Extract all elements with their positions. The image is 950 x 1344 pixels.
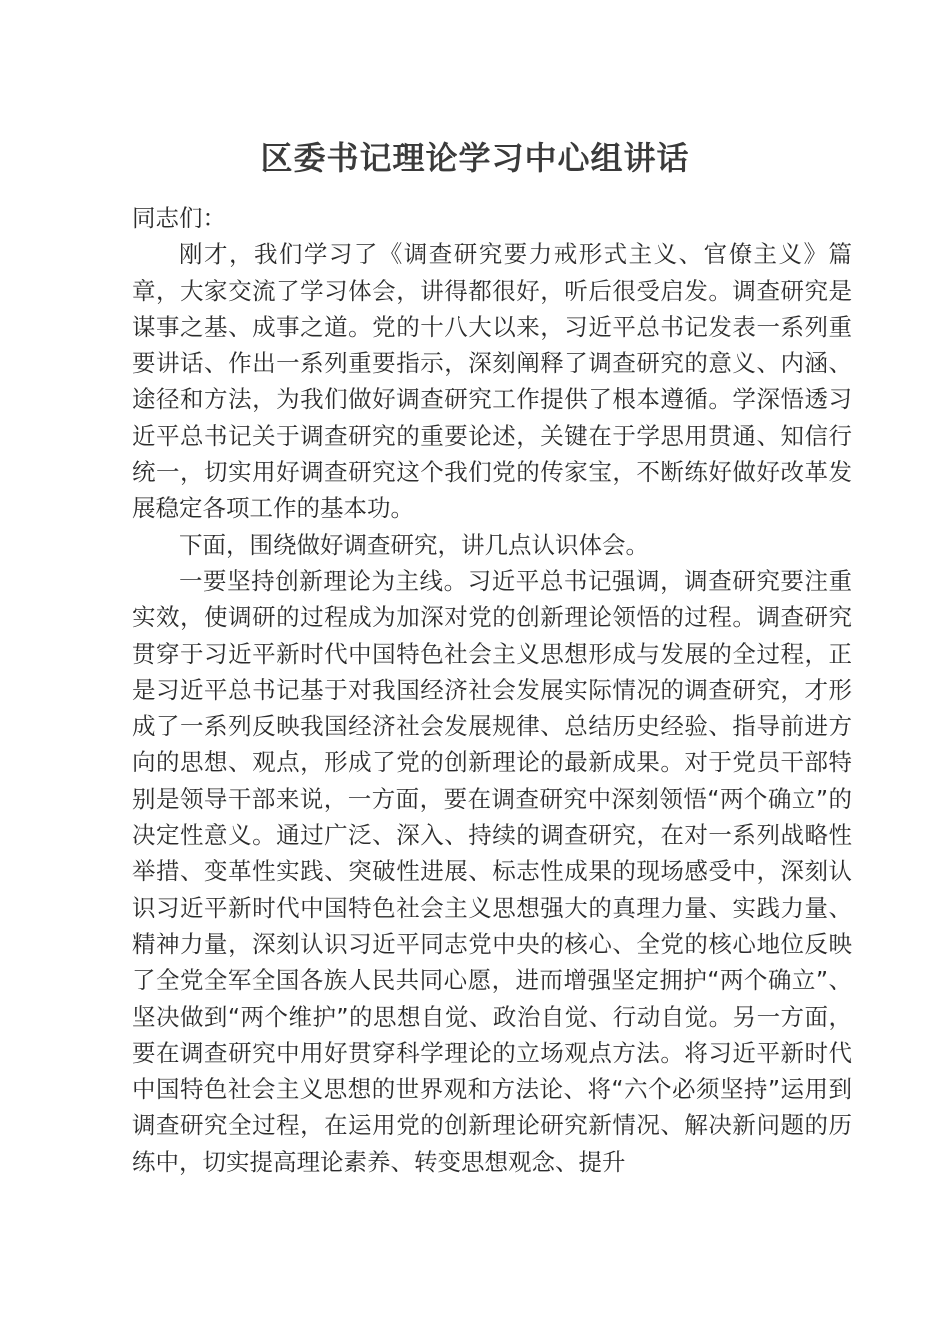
document-title: 区委书记理论学习中心组讲话 [260,139,690,177]
salutation: 同志们： [132,204,226,232]
document-body [132,200,852,1180]
paragraph-3: 一要坚持创新理论为主线。习近平总书记强调，调查研究要注重实效，使调研的过程成为加深对党的创新理论领悟的过程。调查研究贯穿于习近平新时代中国特色社会主义思想形成与发展的全过程，正是习近平总书记基于对我国经济社会发展实际情况的调查研究，才形成了一系列反映我国经济社会发展规律、总结历史经验、指导前进方向的思想、观点，形成了党的创新理论的最新成果。对于党员干部特别是领导干部来说，一方面，要在调查研究中深刻领悟“两个确立”的决定性意义。通过广泛、深入、持续的调查研究，在对一系列战略性举措、变革性实践、突破性进展、标志性成果的现场感受中，深刻认识习近平新时代中国特色社会主义思想强大的真理力量、实践力量、精神力量，深刻认识习近平同志党中央的核心、全党的核心地位反映了全党全军全国各族人民共同心愿，进而增强坚定拥护“两个确立”、坚决做到“两个维护”的思想自觉、政治自觉、行动自觉。另一方面，要在调查研究中用好贯穿科学理论的立场观点方法。将习近平新时代中国特色社会主义思想的世界观和方法论、将“六个必须坚持”运用到调查研究全过程，在运用党的创新理论研究新情况、解决新问题的历练中，切实提高理论素养、转变思想观念、提升 [132,566,852,1176]
paragraph-2: 下面，围绕做好调查研究，讲几点认识体会。 [179,530,649,559]
paragraph-1: 刚才，我们学习了《调查研究要力戒形式主义、官僚主义》篇章，大家交流了学习体会，讲得都很好，听后很受启发。调查研究是谋事之基、成事之道。党的十八大以来，习近平总书记发表一系列重要讲话、作出一系列重要指示，深刻阐释了调查研究的意义、内涵、途径和方法，为我们做好调查研究工作提供了根本遵循。学深悟透习近平总书记关于调查研究的重要论述，关键在于学思用贯通、知信行统一，切实用好调查研究这个我们党的传家宝，不断练好做好改革发展稳定各项工作的基本功。 [132,240,852,523]
